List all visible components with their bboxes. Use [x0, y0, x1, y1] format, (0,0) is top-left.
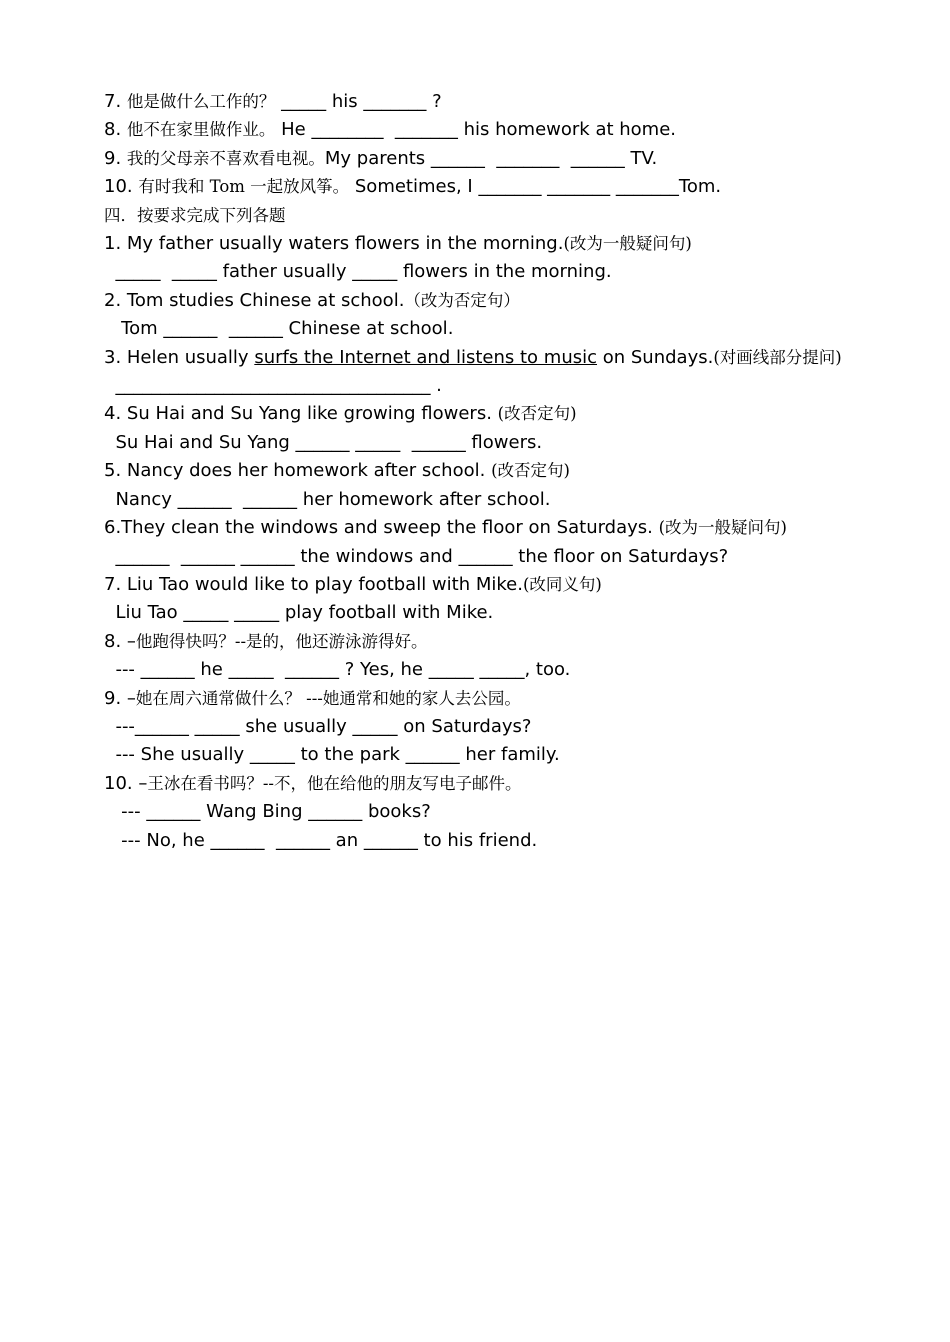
instruction: (改否定句): [497, 404, 577, 424]
answer-2: Tom ______ ______ Chinese at school.: [104, 318, 454, 340]
instruction: (改同义句): [522, 574, 602, 594]
question-10: [104, 770, 884, 798]
exercise-number: 7.: [104, 91, 127, 112]
exercise-9-line: [104, 145, 884, 173]
answer-4: Su Hai and Su Yang ______ _____ ______ flowers.: [104, 431, 543, 453]
answer-10-line-1: --- ______ Wang Bing ______ books?: [104, 801, 431, 823]
chinese-prompt: 王冰在看书吗？--不，他在给他的朋友写电子邮件。: [147, 773, 522, 793]
answer-7: Liu Tao _____ _____ play football with Mike.: [104, 602, 494, 624]
question-9: [104, 685, 884, 713]
instruction: (改为一般疑问句): [563, 234, 692, 254]
answer-6: ______ ______ ______ the windows and ______ the floor on Saturdays?: [104, 545, 729, 567]
question-2: [104, 287, 884, 315]
exercise-8-line: [104, 116, 884, 144]
answer-5: Nancy ______ ______ her homework after school.: [104, 488, 551, 510]
question-8: [104, 628, 884, 656]
question-text: 4. Su Hai and Su Yang like growing flowers.: [104, 403, 498, 425]
question-text: 2. Tom studies Chinese at school.: [104, 289, 405, 311]
answer-9-line-2: --- She usually _____ to the park ______ her family.: [104, 744, 560, 766]
question-text: 1. My father usually waters flowers in the morning.: [104, 233, 564, 255]
answer-3: ___________________________________ .: [104, 375, 442, 397]
question-text: 5. Nancy does her homework after school.: [104, 460, 492, 482]
exercise-10-line: [104, 173, 884, 201]
answer-10-line-2: --- No, he ______ ______ an ______ to his friend.: [104, 829, 538, 851]
question-6: [104, 514, 884, 542]
instruction: (对画线部分提问): [713, 347, 842, 367]
chinese-prompt: 有时我和 Tom 一起放风筝。: [138, 177, 350, 197]
exercise-number: 8.: [104, 119, 127, 141]
question-5: [104, 457, 884, 485]
instruction: (改为一般疑问句): [658, 518, 787, 538]
question-text: 3. Helen usually: [104, 346, 255, 368]
answer-8: --- ______ he _____ ______ ? Yes, he _____ _____, too.: [104, 659, 571, 681]
chinese-prompt: 我的父母亲不喜欢看电视。: [126, 148, 325, 168]
worksheet: [104, 88, 884, 855]
question-3: [104, 344, 884, 372]
english-blank-text: _____ his _______ ?: [275, 91, 442, 112]
english-blank-text: He ________ _______ his homework at home.: [275, 119, 677, 141]
chinese-prompt: 他不在家里做作业。: [126, 120, 276, 140]
question-text: 7. Liu Tao would like to play football with Mike.: [104, 573, 523, 595]
question-4: [104, 400, 884, 428]
question-number: 8. –: [104, 630, 136, 652]
instruction: （改为否定句）: [404, 290, 520, 310]
english-blank-text: My parents ______ _______ ______ TV.: [324, 147, 658, 169]
question-7: [104, 571, 884, 599]
underlined-phrase: surfs the Internet and listens to music: [254, 346, 598, 368]
exercise-7-line: [104, 88, 884, 116]
question-text-end: on Sundays.: [597, 346, 714, 368]
chinese-prompt: 她在周六通常做什么？ ---她通常和她的家人去公园。: [135, 688, 521, 708]
instruction: (改否定句): [491, 461, 570, 481]
answer-9-line-1: ---______ _____ she usually _____ on Saturdays?: [104, 715, 532, 737]
section-4-heading: 四．按要求完成下列各题: [104, 205, 286, 225]
chinese-prompt: 他是做什么工作的？: [126, 92, 276, 111]
answer-1: _____ _____ father usually _____ flowers in the morning.: [104, 261, 612, 283]
english-blank-text: Sometimes, I _______ _______ _______Tom.: [349, 176, 722, 198]
question-number: 10. –: [104, 772, 148, 794]
question-1: [104, 230, 884, 258]
exercise-number: 9.: [104, 147, 127, 169]
question-text: 6.They clean the windows and sweep the floor on Saturdays.: [104, 517, 659, 539]
exercise-number: 10.: [104, 176, 139, 198]
chinese-prompt: 他跑得快吗？--是的，他还游泳游得好。: [135, 631, 428, 651]
question-number: 9. –: [104, 687, 136, 709]
